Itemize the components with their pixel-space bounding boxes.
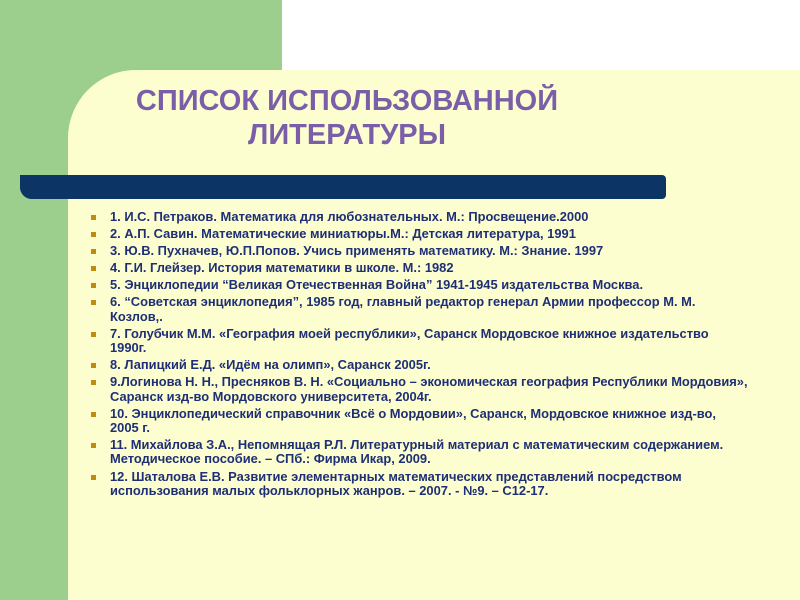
- reference-item: 9.Логинова Н. Н., Пресняков В. Н. «Социально – экономическая география Республики Мордовия», Саранск изд-во Мордовского университета, 2004г.: [88, 375, 748, 404]
- top-white-area: [282, 0, 800, 70]
- title-divider-bar: [20, 175, 666, 199]
- reference-item: 4. Г.И. Глейзер. История математики в школе. М.: 1982: [88, 261, 748, 275]
- reference-item: 1. И.С. Петраков. Математика для любознательных. М.: Просвещение.2000: [88, 210, 748, 224]
- references-list: [88, 210, 748, 501]
- reference-item: 3. Ю.В. Пухначев, Ю.П.Попов. Учись применять математику. М.: Знание. 1997: [88, 244, 748, 258]
- reference-item: 5. Энциклопедии “Великая Отечественная Война” 1941-1945 издательства Москва.: [88, 278, 748, 292]
- reference-item: 11. Михайлова З.А., Непомнящая Р.Л. Литературный материал с математическим содержанием. Методическое пособие. – СПб.: Фирма Икар, 2009.: [88, 438, 748, 467]
- reference-item: 12. Шаталова Е.В. Развитие элементарных математических представлений посредством использования малых фольклорных жанров. – 2007. - №9. – С12-17.: [88, 470, 748, 499]
- reference-item: 6. “Советская энциклопедия”, 1985 год, главный редактор генерал Армии профессор М. М. Козлов,.: [88, 295, 748, 324]
- slide-title-line-2: ЛИТЕРАТУРЫ: [247, 119, 447, 151]
- reference-item: 2. А.П. Савин. Математические миниатюры.М.: Детская литература, 1991: [88, 227, 748, 241]
- slide-title: [82, 84, 612, 152]
- reference-item: 10. Энциклопедический справочник «Всё о Мордовии», Саранск, Мордовское книжное изд-во, 2005 г.: [88, 407, 748, 436]
- reference-item: 7. Голубчик М.М. «География моей республики», Саранск Мордовское книжное издательство 1990г.: [88, 327, 748, 356]
- title-divider-rounded-end: [20, 175, 44, 199]
- slide-title-line-1: СПИСОК ИСПОЛЬЗОВАННОЙ: [135, 85, 559, 117]
- reference-item: 8. Лапицкий Е.Д. «Идём на олимп», Саранск 2005г.: [88, 358, 748, 372]
